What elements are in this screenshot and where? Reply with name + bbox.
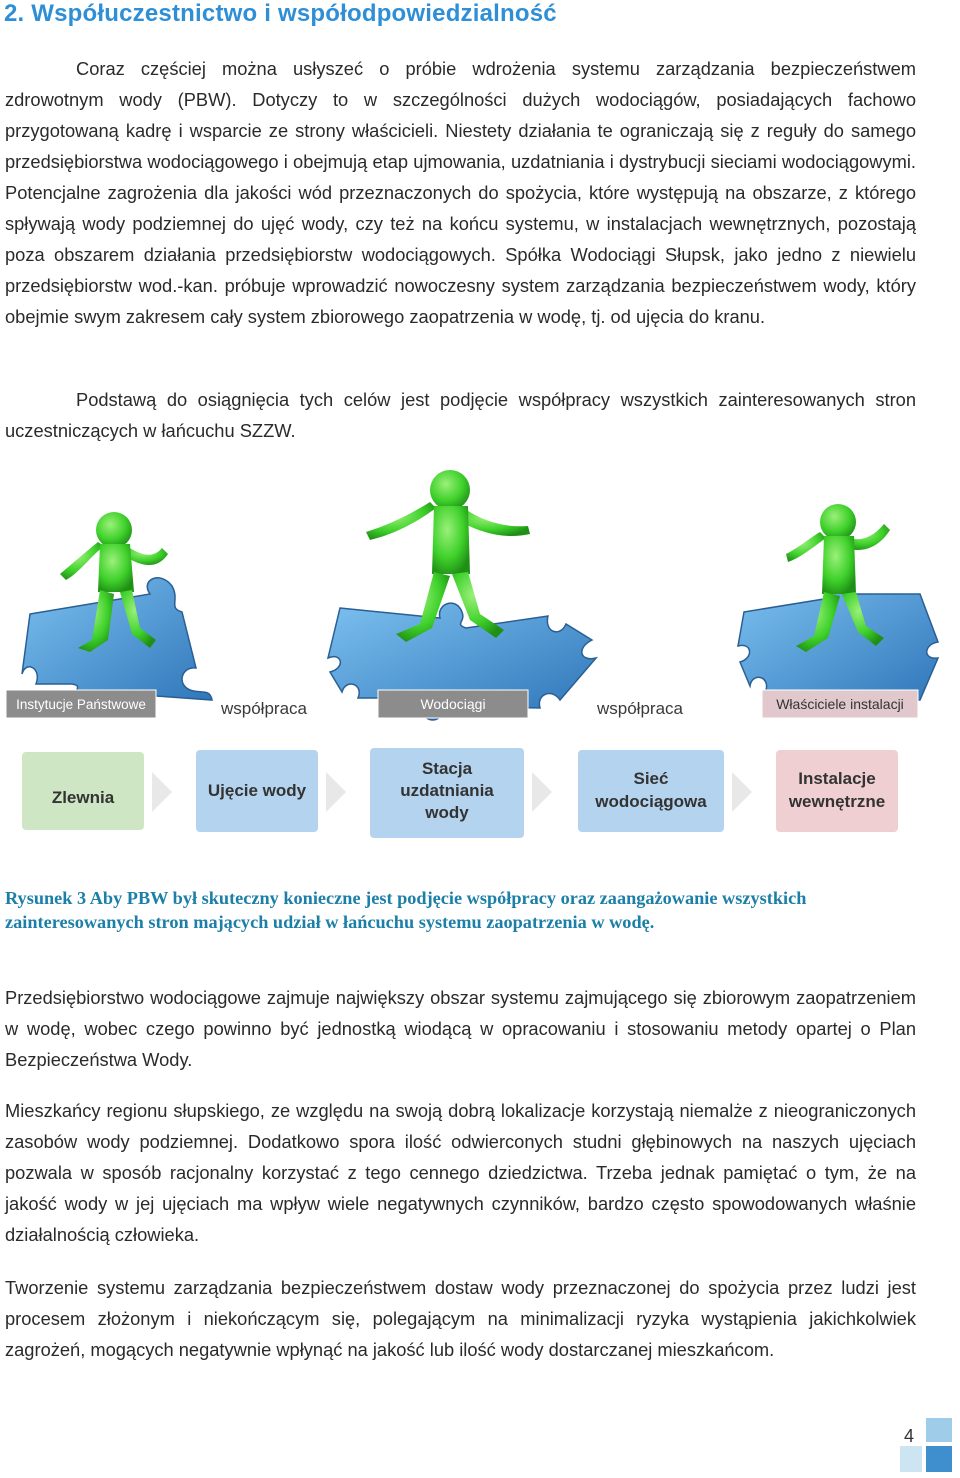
- label-installation-owners: [762, 690, 918, 718]
- chain-text-network-2: wodociągowa: [595, 792, 707, 811]
- chain-text-internal-2: wewnętrzne: [788, 792, 886, 811]
- cooperation-label-2: współpraca: [597, 699, 683, 718]
- paragraph-system-creation: Tworzenie systemu zarządzania bezpieczeństwem dostaw wody przeznaczonej do spożycia przez ludzi jest procesem złożonym i niekończącym się, polegającym na minimalizacji ryzyka wystąpienia jakichkolwiek zagrożeń, mogących negatywnie wpłynąć na jakość lub ilość wody dostarczanej mieszkańcom.: [5, 1277, 916, 1360]
- chain-box-catchment: [22, 752, 144, 830]
- chain-arrow-2: [326, 772, 346, 812]
- figure-caption: Rysunek 3 Aby PBW był skuteczny konieczne jest podjęcie współpracy oraz zaangażowanie wszystkich zainteresowanych stron mających udział w łańcuchu systemu zaopatrzenia w wodę.: [5, 888, 807, 932]
- chain-arrow-3: [532, 772, 552, 812]
- label-waterworks-text: Wodociągi: [420, 696, 486, 712]
- page-corner-decoration-bottom: [926, 1446, 952, 1472]
- chain-arrow-4: [732, 772, 752, 812]
- chain-arrow-1: [152, 772, 172, 812]
- page-corner-decoration-top: [926, 1418, 952, 1442]
- page-number: 4: [904, 1426, 915, 1446]
- label-installation-owners-text: Właściciele instalacji: [776, 696, 904, 712]
- label-state-institutions-text: Instytucje Państwowe: [16, 697, 146, 712]
- chain-text-treatment-3: wody: [425, 803, 469, 822]
- chain-box-internal: [776, 750, 898, 832]
- cooperation-label-1: współpraca: [221, 699, 307, 718]
- paragraph-waterworks-role: Przedsiębiorstwo wodociągowe zajmuje największy obszar systemu zajmującego się zbiorowym zaopatrzeniem w wodę, wobec czego powinno być jednostką wiodącą w opracowaniu i stosowaniu metody opartej o Plan Bezpieczeństwa Wody.: [5, 987, 916, 1070]
- chain-text-treatment-1: Stacja: [421, 759, 473, 778]
- chain-text-treatment-2: uzdatniania: [400, 781, 494, 800]
- chain-text-network-1: Sieć: [633, 769, 669, 788]
- label-state-institutions: [6, 690, 156, 718]
- section-heading: 2. Współuczestnictwo i współodpowiedzialność: [4, 0, 557, 27]
- chain-box-treatment: [370, 748, 524, 838]
- paragraph-residents: Mieszkańcy regionu słupskiego, ze względu na swoją dobrą lokalizacje korzystają niemalże z nieograniczonych zasobów wody podziemnej. Dodatkowo spora ilość odwierconych studni głębinowych na naszych ujęciach pozwala w sposób racjonalny korzystać z tego cennego dziedzictwa. Trzeba jednak pamiętać o tym, że na jakość wody w jej ujęciach ma wpływ wiele negatywnych czynników, bardzo często spowodowanych właśnie działalnością człowieka.: [5, 1100, 916, 1245]
- label-waterworks: [378, 690, 528, 718]
- cooperation-figure: [0, 462, 960, 842]
- chain-text-internal-1: Instalacje: [798, 769, 876, 788]
- chain-box-intake: [196, 750, 318, 832]
- chain-box-network: [578, 750, 724, 832]
- paragraph-intro: Coraz częściej można usłyszeć o próbie wdrożenia systemu zarządzania bezpieczeństwem zdrowotnym wody (PBW). Dotyczy to w szczególności dużych wodociągów, posiadających fachowo przygotowaną kadrę i wsparcie ze strony właścicieli. Niestety działania te ograniczają się z reguły do samego przedsiębiorstwa wodociągowego i obejmują etap ujmowania, uzdatniania i dystrybucji sieciami wodociągowymi. Potencjalne zagrożenia dla jakości wód przeznaczonych do spożycia, które występują na obszarze, z którego spływają wody podziemnej do ujęć wody, czy też na końcu systemu, w instalacjach wewnętrznych, pozostają poza obszarem działania przedsiębiorstw wodociągowych. Spółka Wodociągi Słupsk, jako jedno z niewielu przedsiębiorstw wod.-kan. próbuje wprowadzić nowoczesny system zarządzania bezpieczeństwem wody, który obejmie swym zakresem cały system zbiorowego zaopatrzenia w wodę, tj. od ujęcia do kranu.: [5, 58, 916, 327]
- paragraph-cooperation: Podstawą do osiągnięcia tych celów jest podjęcie współpracy wszystkich zainteresowanych stron uczestniczących w łańcuchu SZZW.: [5, 389, 916, 441]
- chain-text-intake: Ujęcie wody: [207, 781, 307, 800]
- chain-text-catchment: Zlewnia: [51, 788, 115, 807]
- page-corner-decoration-left: [900, 1446, 922, 1472]
